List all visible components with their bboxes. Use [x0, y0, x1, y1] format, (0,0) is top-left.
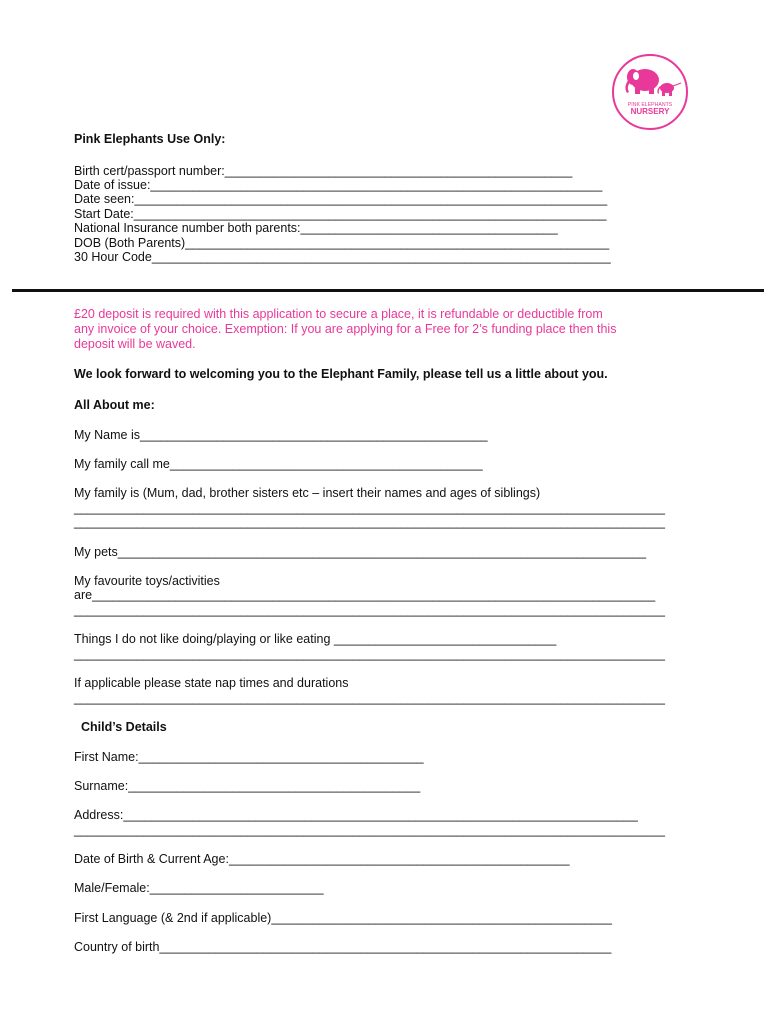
favourite-toys-label: My favourite toys/activities: [74, 574, 220, 588]
my-pets-field[interactable]: My pets____________________________________________________________________________: [74, 545, 647, 559]
date-of-issue-field[interactable]: Date of issue:_________________________________________________________________: [74, 178, 603, 192]
office-use-heading: Pink Elephants Use Only:: [74, 132, 226, 146]
nap-times-line[interactable]: _____________________________________________________________________________________: [74, 691, 665, 705]
dob-parents-field[interactable]: DOB (Both Parents)_____________________________________________________________: [74, 236, 610, 250]
address-field[interactable]: Address:__________________________________________________________________________: [74, 808, 638, 822]
family-line-1[interactable]: _____________________________________________________________________________________: [74, 501, 665, 515]
date-seen-field[interactable]: Date seen:____________________________________________________________________: [74, 192, 608, 206]
favourite-toys-field[interactable]: are_________________________________________________________________________________: [74, 588, 656, 602]
family-is-label: My family is (Mum, dad, brother sisters etc – insert their names and ages of siblings): [74, 486, 541, 500]
family-call-me-field[interactable]: My family call me_____________________________________________: [74, 457, 483, 471]
first-language-field[interactable]: First Language (& 2nd if applicable)_________________________________________________: [74, 911, 612, 925]
intro-text: We look forward to welcoming you to the Elephant Family, please tell us a little about you.: [74, 367, 608, 381]
birth-cert-field[interactable]: Birth cert/passport number:__________________________________________________: [74, 164, 573, 178]
dislikes-field[interactable]: Things I do not like doing/playing or like eating ________________________________: [74, 632, 557, 646]
deposit-notice-line-1: £20 deposit is required with this application to secure a place, it is refundable or deductible from: [74, 307, 603, 321]
start-date-field[interactable]: Start Date:____________________________________________________________________: [74, 207, 607, 221]
my-name-field[interactable]: My Name is__________________________________________________: [74, 428, 488, 442]
elephant-logo-icon: [611, 53, 689, 131]
first-name-field[interactable]: First Name:_________________________________________: [74, 750, 424, 764]
dob-age-field[interactable]: Date of Birth & Current Age:_________________________________________________: [74, 852, 570, 866]
pink-elephants-nursery-logo: [611, 53, 689, 131]
family-line-2[interactable]: _____________________________________________________________________________________: [74, 515, 665, 529]
surname-field[interactable]: Surname:__________________________________________: [74, 779, 421, 793]
gender-field[interactable]: Male/Female:_________________________: [74, 881, 324, 895]
national-insurance-field[interactable]: National Insurance number both parents:_____________________________________: [74, 221, 558, 235]
thirty-hour-code-field[interactable]: 30 Hour Code__________________________________________________________________: [74, 250, 611, 264]
deposit-notice-line-3: deposit will be waved.: [74, 337, 196, 351]
dislikes-line-2[interactable]: _____________________________________________________________________________________: [74, 647, 665, 661]
favourite-toys-line-2[interactable]: _____________________________________________________________________________________: [74, 603, 665, 617]
address-line-2[interactable]: _____________________________________________________________________________________: [74, 823, 665, 837]
country-of-birth-field[interactable]: Country of birth_________________________________________________________________: [74, 940, 612, 954]
deposit-notice-line-2: any invoice of your choice. Exemption: If you are applying for a Free for 2’s funding place then this: [74, 322, 617, 336]
logo-line1: PINK ELEPHANTS: [627, 102, 673, 108]
logo-line2: NURSERY: [630, 107, 670, 116]
all-about-me-heading: All About me:: [74, 398, 155, 412]
childs-details-heading: Child’s Details: [81, 720, 167, 734]
nap-times-label: If applicable please state nap times and durations: [74, 676, 349, 690]
section-divider: [12, 289, 764, 292]
